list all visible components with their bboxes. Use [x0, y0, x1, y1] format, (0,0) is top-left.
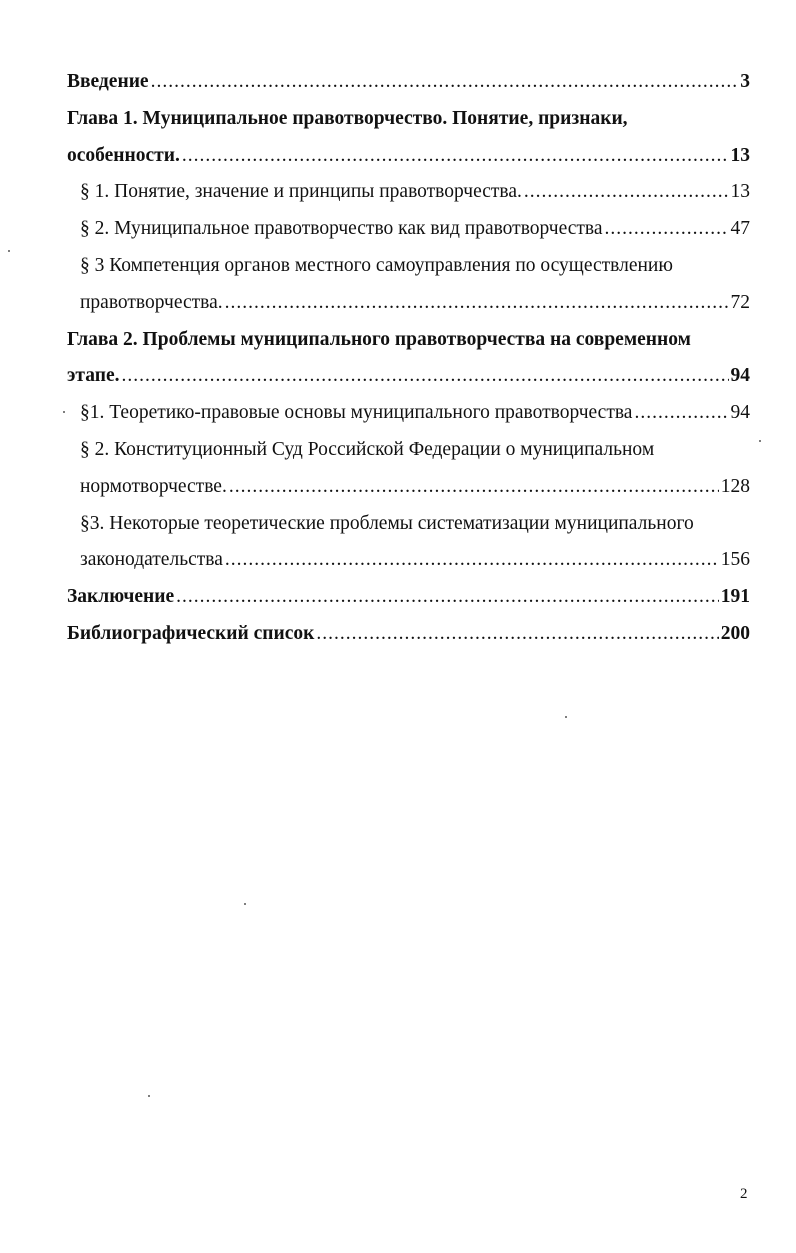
toc-entry-title: § 2. Конституционный Суд Российской Федерации о муниципальном: [80, 438, 655, 460]
toc-entry-chapter-1-cont: [67, 138, 750, 175]
scan-speck: [759, 440, 761, 442]
dot-leader: [316, 616, 718, 653]
toc-entry-page: 200: [720, 622, 750, 644]
dot-leader: [182, 138, 729, 175]
dot-leader: [225, 285, 729, 322]
dot-leader: [151, 64, 739, 101]
table-of-contents: [67, 64, 750, 653]
toc-entry-page: 156: [720, 549, 750, 571]
toc-entry-section-1-3: [67, 248, 750, 285]
toc-entry-title: Введение: [67, 71, 149, 92]
toc-entry-section-2-2: [67, 432, 750, 469]
toc-entry-title: особенности.: [67, 144, 180, 166]
toc-entry-page: 47: [730, 218, 750, 240]
toc-entry-section-2-2-cont: [67, 469, 750, 506]
toc-entry-title: Библиографический список: [67, 622, 315, 644]
scan-speck: [63, 411, 65, 413]
toc-entry-section-1-1: [67, 174, 750, 211]
dot-leader: [122, 358, 729, 395]
toc-entry-title: §1. Теоретико-правовые основы муниципального правотворчества: [80, 402, 633, 424]
toc-entry-chapter-2: [67, 322, 750, 359]
toc-entry-title: законодательства: [80, 549, 223, 571]
toc-entry-page: 72: [730, 291, 750, 313]
toc-entry-section-2-1: [67, 395, 750, 432]
toc-entry-section-1-3-cont: [67, 285, 750, 322]
toc-entry-title: §3. Некоторые теоретические проблемы систематизации муниципального: [80, 512, 694, 534]
toc-entry-section-2-3-cont: [67, 542, 750, 579]
toc-entry-title: Заключение: [67, 586, 175, 608]
dot-leader: [524, 174, 729, 211]
dot-leader: [176, 579, 719, 616]
toc-entry-page: 94: [730, 402, 750, 424]
toc-entry-conclusion: [67, 579, 750, 616]
dot-leader: [225, 542, 719, 579]
toc-entry-title: этапе.: [67, 365, 120, 387]
dot-leader: [634, 395, 728, 432]
toc-entry-introduction: [67, 64, 750, 101]
toc-entry-title: нормотворчестве.: [80, 475, 227, 497]
scan-speck: [148, 1095, 150, 1097]
toc-entry-title: § 2. Муниципальное правотворчество как вид правотворчества: [80, 218, 603, 240]
toc-entry-title: § 3 Компетенция органов местного самоуправления по осуществлению: [80, 254, 673, 276]
toc-entry-page: 13: [730, 181, 750, 203]
toc-entry-page: 191: [720, 586, 750, 608]
toc-entry-section-2-3: [67, 506, 750, 543]
toc-entry-title: § 1. Понятие, значение и принципы правотворчества.: [80, 181, 522, 203]
page-number: 2: [740, 1186, 748, 1202]
toc-entry-bibliography: [67, 616, 750, 653]
scan-speck: [244, 903, 246, 905]
toc-entry-title: Глава 1. Муниципальное правотворчество. Понятие, признаки,: [67, 107, 628, 129]
dot-leader: [229, 469, 719, 506]
toc-entry-page: 128: [720, 475, 750, 497]
scan-speck: [8, 250, 10, 252]
toc-entry-chapter-2-cont: [67, 358, 750, 395]
scan-speck: [565, 716, 567, 718]
toc-entry-section-1-2: [67, 211, 750, 248]
toc-entry-page: 3: [740, 71, 750, 92]
toc-entry-page: 13: [730, 144, 750, 166]
dot-leader: [605, 211, 729, 248]
toc-entry-chapter-1: [67, 101, 750, 138]
toc-entry-title: правотворчества.: [80, 291, 223, 313]
toc-entry-page: 94: [730, 365, 750, 387]
toc-entry-title: Глава 2. Проблемы муниципального правотворчества на современном: [67, 328, 691, 350]
